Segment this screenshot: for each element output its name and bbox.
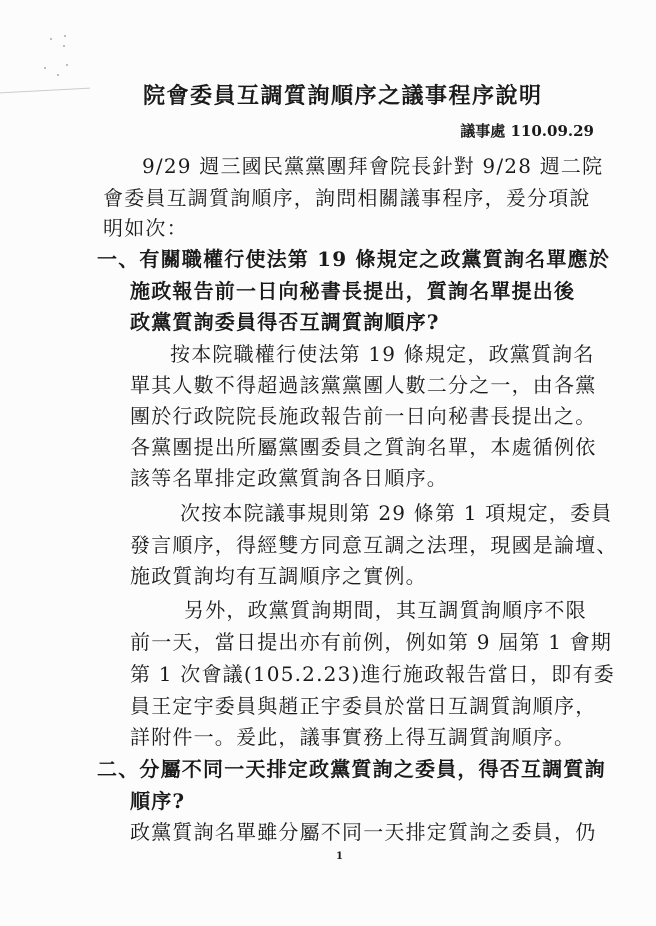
paragraph-line: 前一天，當日提出亦有前例，例如第 9 屆第 1 會期 (130, 630, 613, 654)
paragraph-line: 員王定宇委員與趙正宇委員於當日互調質詢順序， (130, 694, 597, 718)
scan-speck (50, 38, 52, 40)
paragraph-line: 詳附件一。爰此，議事實務上得互調質詢順序。 (130, 725, 576, 749)
section2-heading: 順序? (130, 789, 186, 813)
intro-line: 明如次： (103, 216, 188, 240)
paragraph-line: 次按本院議事規則第 29 條第 1 項規定，委員 (180, 501, 613, 525)
scan-fold-mark (0, 88, 90, 94)
intro-line: 9/29 週三國民黨黨團拜會院長針對 9/28 週二院 (142, 154, 604, 178)
intro-line: 會委員互調質詢順序，詢問相關議事程序，爰分項說 (103, 186, 591, 210)
paragraph-line: 政黨質詢名單雖分屬不同一天排定質詢之委員，仍 (130, 820, 597, 844)
scan-speck (64, 35, 66, 37)
department-date: 議事處 110.09.29 (460, 122, 594, 140)
paragraph-line: 發言順序，得經雙方同意互調之法理，現國是論壇、 (130, 533, 618, 557)
section1-heading: 政黨質詢委員得否互調質詢順序? (130, 310, 440, 334)
paragraph-line: 施政質詢均有互調順序之實例。 (130, 564, 427, 588)
paragraph-line: 另外，政黨質詢期間，其互調質詢順序不限 (184, 598, 587, 622)
paragraph-line: 第 1 次會議(105.2.23)進行施政報告當日，即有委 (130, 662, 615, 686)
section1-heading: 施政報告前一日向秘書長提出，質詢名單提出後 (130, 279, 576, 303)
scan-speck (57, 74, 59, 76)
document-title: 院會委員互調質詢順序之議事程序說明 (143, 83, 543, 109)
page-number: 1 (336, 851, 343, 862)
section2-heading: 二、分屬不同一天排定政黨質詢之委員，得否互調質詢 (97, 757, 606, 781)
paragraph-line: 單其人數不得超過該黨黨團人數二分之一，由各黨 (130, 373, 597, 397)
scan-speck (63, 45, 65, 47)
paragraph-line: 該等名單排定政黨質詢各日順序。 (130, 466, 448, 490)
scan-speck (66, 64, 68, 66)
section1-heading: 一、有關職權行使法第 19 條規定之政黨質詢名單應於 (97, 247, 610, 271)
scan-speck (44, 67, 46, 69)
paragraph-line: 各黨團提出所屬黨團委員之質詢名單，本處循例依 (130, 435, 597, 459)
paragraph-line: 按本院職權行使法第 19 條規定，政黨質詢名 (170, 342, 595, 366)
paragraph-line: 團於行政院院長施政報告前一日向秘書長提出之。 (130, 404, 597, 428)
